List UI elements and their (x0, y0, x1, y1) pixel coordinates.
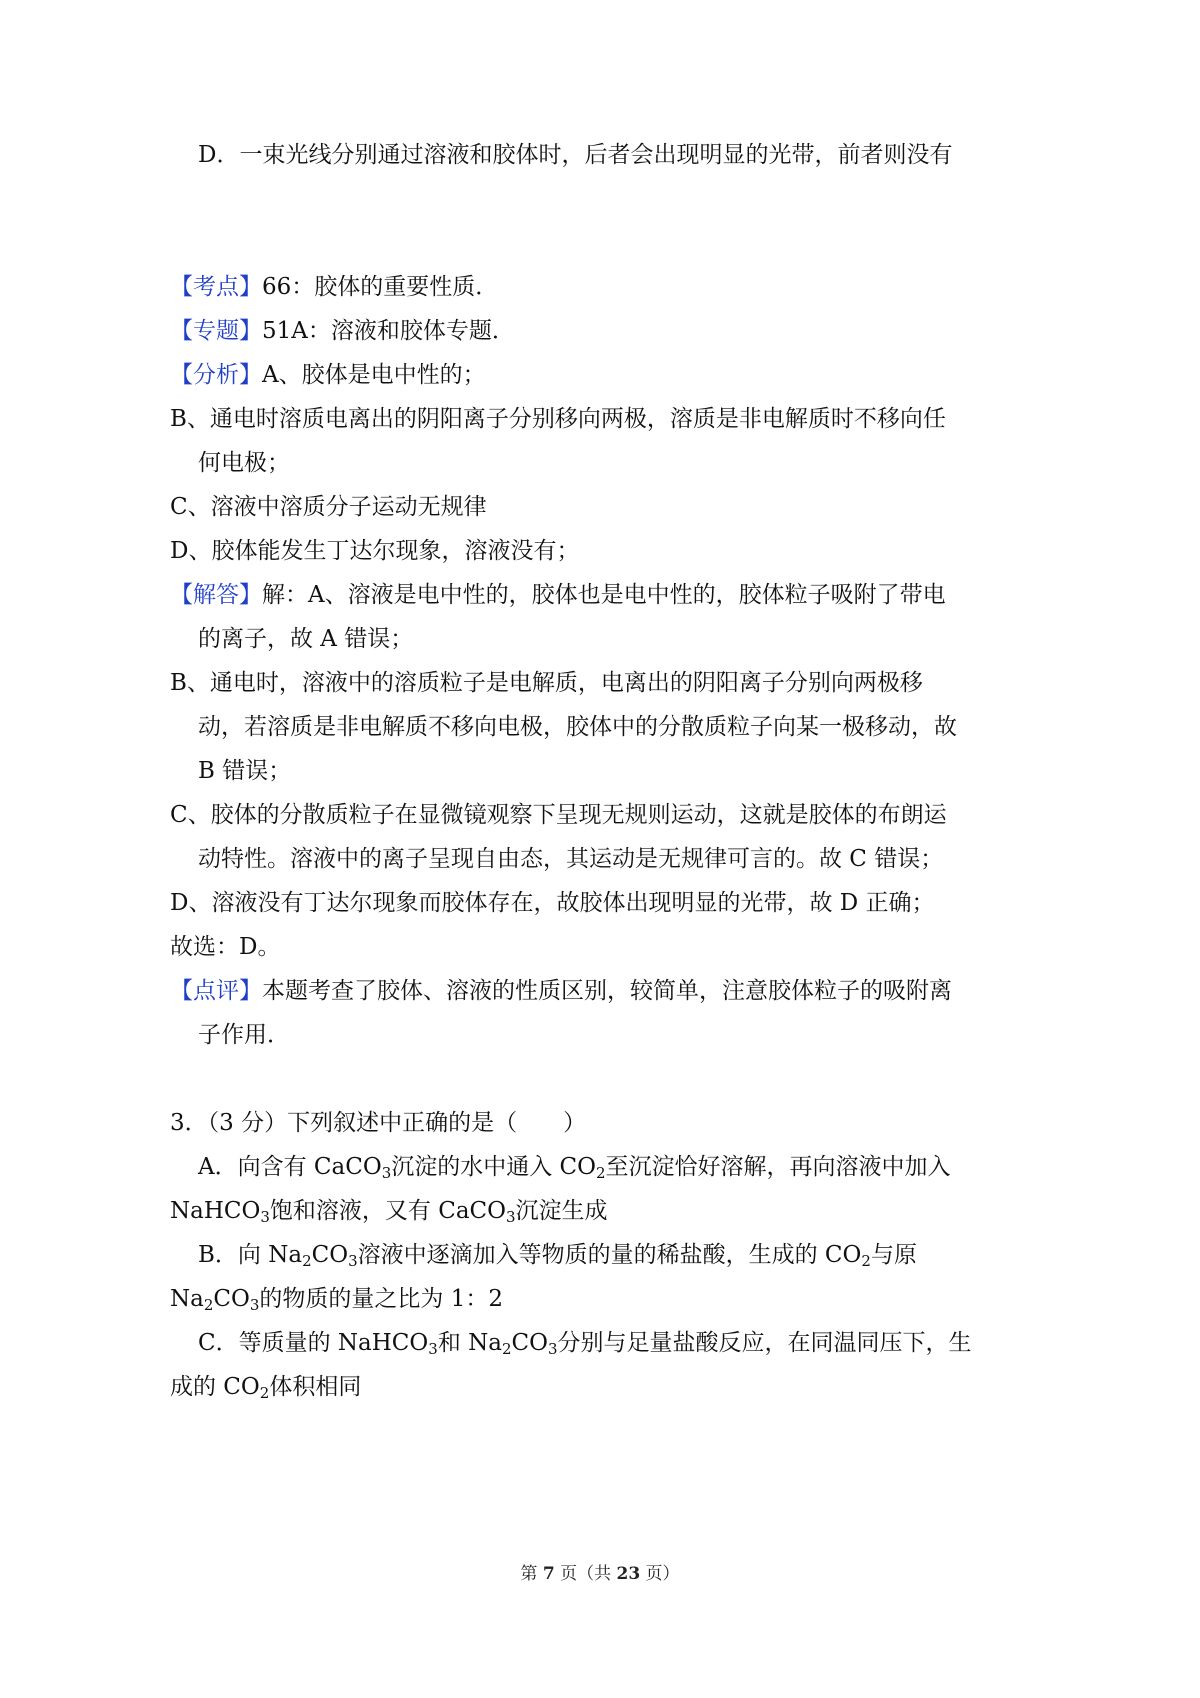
jieda-a-line2: 的离子，故 A 错误； (198, 626, 414, 652)
jieda-b-line2: 动，若溶质是非电解质不移向电极，胶体中的分散质粒子向某一极移动，故 (198, 714, 957, 740)
fenxi-c-line: C、溶液中溶质分子运动无规律 (170, 494, 487, 520)
zhuanti-text: 51A：溶液和胶体专题． (262, 318, 515, 344)
jieda-answer: 故选：D。 (170, 934, 281, 960)
q3-option-a-line2: NaHCO$_3$饱和溶液，又有 CaCO$_3$沉淀生成 (170, 1198, 608, 1226)
option-d-text: 一束光线分别通过溶液和胶体时，后者会出现明显的光带，前者则没有 (239, 142, 953, 168)
jieda-b-line3: B 错误； (198, 758, 292, 784)
q3-option-c-line1: C．等质量的 NaHCO$_3$和 $Na_2CO_3$分别与足量盐酸反应，在同温同压下，生 (198, 1330, 972, 1358)
question-3-stem: 3．（3 分）下列叙述中正确的是（ ） (170, 1110, 587, 1136)
q3-option-a-line1: A．向含有 CaCO$_3$沉淀的水中通入 $CO_2$至沉淀恰好溶解，再向溶液中加入 (198, 1154, 951, 1182)
fenxi-d-line: D、胶体能发生丁达尔现象，溶液没有； (170, 538, 580, 564)
dianping-text-line1: 本题考查了胶体、溶液的性质区别，较简单，注意胶体粒子的吸附离 (262, 978, 952, 1004)
kaodian-text: 66：胶体的重要性质． (262, 274, 499, 300)
fenxi-tag: 【分析】 (170, 362, 262, 388)
jieda-c-line1: C、胶体的分散质粒子在显微镜观察下呈现无规则运动，这就是胶体的布朗运 (170, 802, 947, 828)
zhuanti-tag: 【专题】 (170, 318, 262, 344)
option-d-label: D． (198, 142, 240, 168)
fenxi-text: A、胶体是电中性的； (262, 362, 486, 388)
kaodian-line (170, 272, 498, 302)
q3-option-b-line2: $Na_2CO_3$的物质的量之比为 1：2 (170, 1286, 503, 1314)
jieda-b-line1: B、通电时，溶液中的溶质粒子是电解质，电离出的阴阳离子分别向两极移 (170, 670, 923, 696)
kaodian-tag: 【考点】 (170, 274, 262, 300)
dianping-text-line2: 子作用． (198, 1022, 290, 1048)
dianping-tag: 【点评】 (170, 978, 262, 1004)
q3-option-c-line2: 成的 $CO_2$体积相同 (170, 1374, 362, 1402)
current-page-number: 7 (542, 1564, 555, 1584)
zhuanti-line (170, 316, 515, 346)
page-footer: 第 7 页（共 23 页） (520, 1564, 680, 1584)
jieda-d-line: D、溶液没有丁达尔现象而胶体存在，故胶体出现明显的光带，故 D 正确； (170, 890, 935, 916)
option-d-line (198, 140, 952, 170)
jieda-c-line2: 动特性。溶液中的离子呈现自由态，其运动是无规律可言的。故 C 错误； (198, 846, 944, 872)
jieda-a-line1: 解：A、溶液是电中性的，胶体也是电中性的，胶体粒子吸附了带电 (262, 582, 946, 608)
fenxi-line (170, 360, 486, 390)
jieda-tag: 【解答】 (170, 582, 262, 608)
total-page-number: 23 (616, 1564, 641, 1584)
jieda-line (170, 580, 946, 610)
q3-option-b-line1: B．向 $Na_2CO_3$溶液中逐滴加入等物质的量的稀盐酸，生成的 $CO_2$与原 (198, 1242, 917, 1270)
fenxi-b-line2: 何电极； (198, 450, 290, 476)
fenxi-b-line1: B、通电时溶质电离出的阴阳离子分别移向两极，溶质是非电解质时不移向任 (170, 406, 946, 432)
dianping-line (170, 976, 952, 1006)
